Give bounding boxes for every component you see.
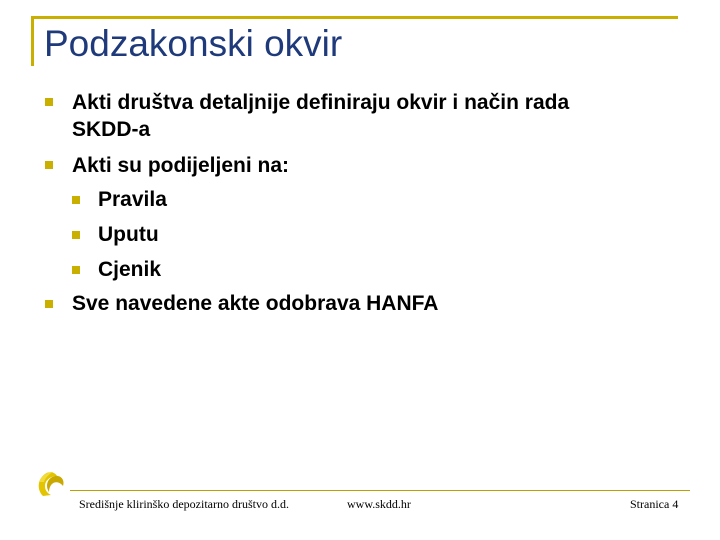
- square-bullet-icon: [72, 196, 80, 204]
- bullet-1-line-1: Akti društva detaljnije definiraju okvir i način rada: [72, 91, 570, 114]
- footer-divider: [70, 490, 690, 491]
- square-bullet-icon: [72, 231, 80, 239]
- sub-bullet-2-text: Uputu: [98, 223, 159, 246]
- skdd-logo-icon: [33, 466, 67, 500]
- square-bullet-icon: [45, 161, 53, 169]
- bullet-1-line-2: SKDD-a: [72, 118, 151, 141]
- footer-website: www.skdd.hr: [347, 497, 411, 511]
- square-bullet-icon: [45, 300, 53, 308]
- footer-company: Središnje klirinško depozitarno društvo d.d.: [79, 497, 289, 511]
- title-frame-left-line: [31, 16, 34, 66]
- bullet-3-text: Sve navedene akte odobrava HANFA: [72, 292, 439, 315]
- footer-page-number: Stranica 4: [630, 497, 679, 511]
- sub-bullet-3-text: Cjenik: [98, 258, 162, 281]
- title-frame-top-line: [31, 16, 678, 19]
- bullet-2-text: Akti su podijeljeni na:: [72, 154, 290, 177]
- square-bullet-icon: [72, 266, 80, 274]
- square-bullet-icon: [45, 98, 53, 106]
- slide-title: Podzakonski okvir: [44, 23, 343, 64]
- sub-bullet-1-text: Pravila: [98, 188, 167, 211]
